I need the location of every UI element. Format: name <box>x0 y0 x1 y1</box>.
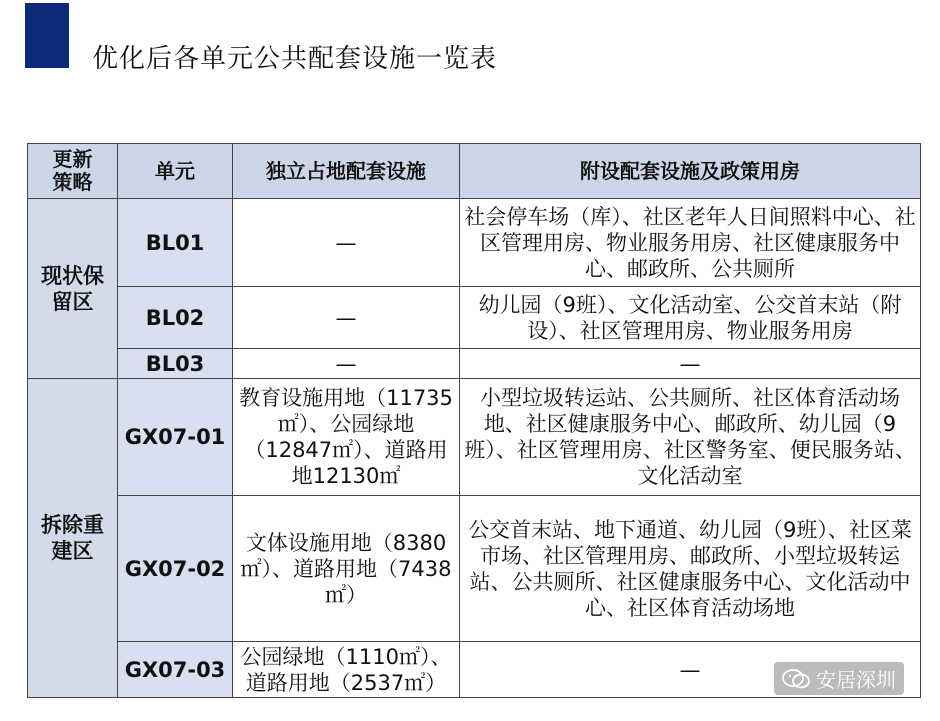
table-row <box>28 379 921 496</box>
unit-cell: BL01 <box>118 199 233 287</box>
table-row <box>28 349 921 379</box>
header-attached: 附设配套设施及政策用房 <box>460 144 921 199</box>
strategy-cell: 现状保留区 <box>28 199 118 379</box>
table-header-row <box>28 144 921 199</box>
unit-cell: BL02 <box>118 287 233 349</box>
independent-cell: — <box>233 349 460 379</box>
unit-cell: GX07-03 <box>118 642 233 698</box>
independent-cell: 公园绿地（1110㎡）、道路用地（2537㎡） <box>233 642 460 698</box>
attached-cell: 小型垃圾转运站、公共厕所、社区体育活动场地、社区健康服务中心、邮政所、幼儿园（9班）、社区管理用房、社区警务室、便民服务站、文化活动室 <box>460 379 921 496</box>
title-accent-bar <box>25 3 69 68</box>
unit-cell: GX07-01 <box>118 379 233 496</box>
header-unit: 单元 <box>118 144 233 199</box>
header-strategy: 更新策略 <box>28 144 118 199</box>
unit-cell: BL03 <box>118 349 233 379</box>
attached-cell: 幼儿园（9班）、文化活动室、公交首末站（附设）、社区管理用房、物业服务用房 <box>460 287 921 349</box>
attached-cell: 公交首末站、地下通道、幼儿园（9班）、社区菜市场、社区管理用房、邮政所、小型垃圾转运站、公共厕所、社区健康服务中心、文化活动中心、社区体育活动场地 <box>460 496 921 642</box>
strategy-cell: 拆除重建区 <box>28 379 118 698</box>
facilities-table <box>27 143 921 698</box>
attached-cell: 社会停车场（库）、社区老年人日间照料中心、社区管理用房、物业服务用房、社区健康服务中心、邮政所、公共厕所 <box>460 199 921 287</box>
table-row <box>28 199 921 287</box>
independent-cell: — <box>233 287 460 349</box>
independent-cell: 文体设施用地（8380㎡）、道路用地（7438㎡） <box>233 496 460 642</box>
independent-cell: — <box>233 199 460 287</box>
header-independent: 独立占地配套设施 <box>233 144 460 199</box>
attached-cell: — <box>460 642 921 698</box>
attached-cell: — <box>460 349 921 379</box>
chat-bubble-icon <box>782 668 810 690</box>
page-title: 优化后各单元公共配套设施一览表 <box>92 44 498 74</box>
watermark <box>774 662 904 695</box>
watermark-text: 安居深圳 <box>816 668 896 692</box>
table-row <box>28 287 921 349</box>
unit-cell: GX07-02 <box>118 496 233 642</box>
table-row <box>28 496 921 642</box>
independent-cell: 教育设施用地（11735㎡）、公园绿地（12847㎡）、道路用地12130㎡ <box>233 379 460 496</box>
